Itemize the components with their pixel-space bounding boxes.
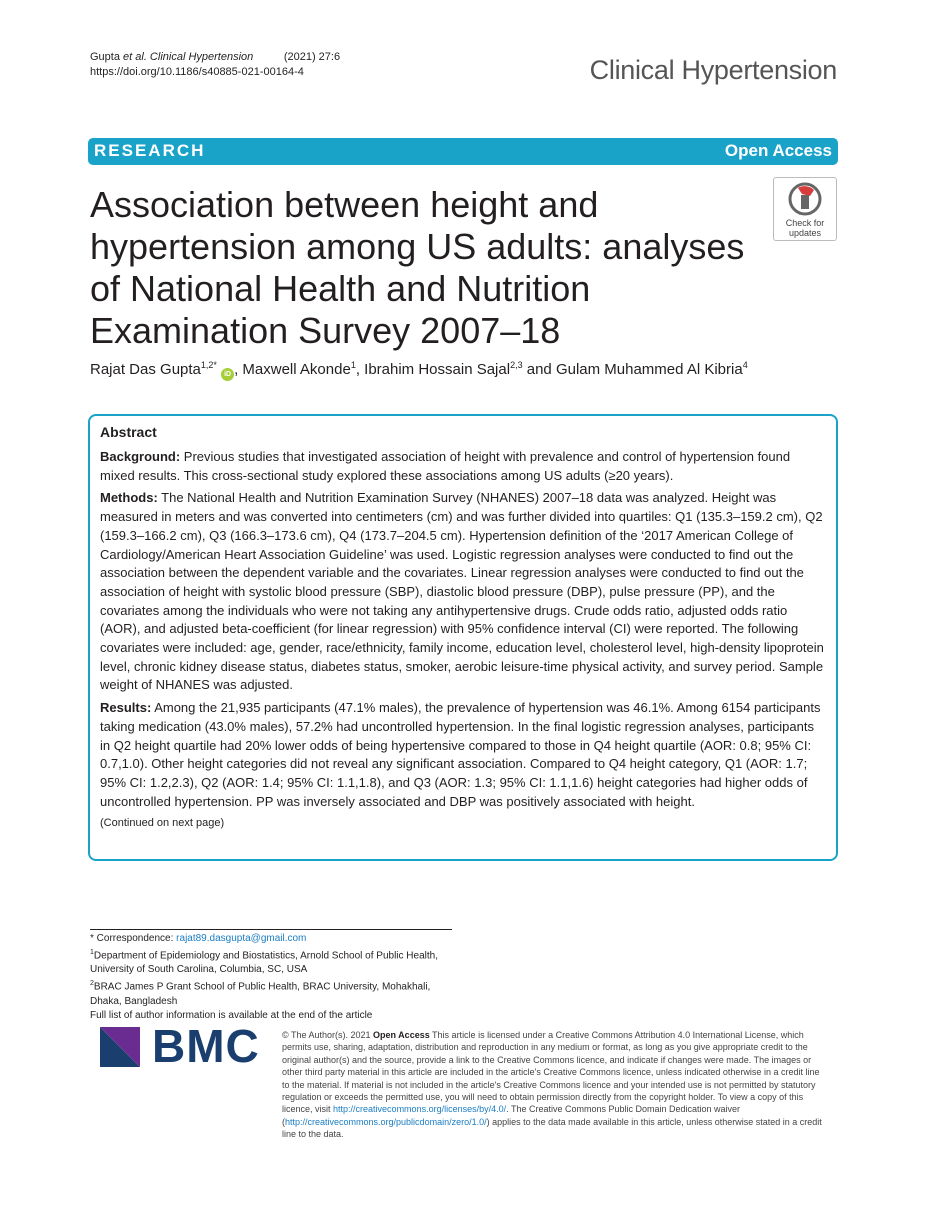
methods-text: The National Health and Nutrition Examination Survey (NHANES) 2007–18 data was analyzed. Height was measured in meters and was converted into centimeters (cm) and was further divided into quartiles: Q1 (135.3–159.2 cm), Q2 (159.3–166.2 cm), Q3 (166.3–173.6 cm), Q4 (173.7–204.5 cm). Hypertension definition of the ‘2017 American College of Cardiology/American Heart Association Guideline’ was used. Logistic regression analyses were conducted to find out the association between the dependent variable and the covariates. Linear regression analyses were conducted to find out the association of height with systolic blood pressure (SBP), diastolic blood pressure (DBP), pulse pressure (PP), and the covariates among the individuals who were not taking any antihypertensive drugs. Crude odds ratio, adjusted odds ratio (AOR), and adjusted beta-coefficient (for linear regression) with 95% confidence interval (CI) were reported. The following covariates were included: age, gender, race/ethnicity, family income, education level, cholesterol level, high-density lipoprotein level, chronic kidney disease status, diabetes status, smoker, aerobic leisure-time physical activity, and survey period. Sample weight of NHANES was adjusted. [100, 490, 824, 693]
footnotes [90, 932, 450, 1023]
bmc-logo-text: BMC [152, 1020, 260, 1072]
methods-label: Methods: [100, 490, 158, 506]
citation-block [90, 50, 340, 80]
orcid-icon[interactable]: iD [221, 368, 234, 381]
affiliation-sup: 1 [350, 360, 356, 370]
author-name: Rajat Das Gupta [90, 361, 201, 378]
author-list [90, 360, 748, 381]
check-for-updates-badge[interactable] [773, 177, 837, 241]
license-open-access: Open Access [373, 1030, 430, 1040]
crossmark-icon [788, 182, 822, 216]
background-text: Previous studies that investigated association of height with prevalence and control of hypertension found mixed results. This cross-sectional study explored these associations among US adults (≥20 years). [100, 449, 791, 483]
results-label: Results: [100, 700, 152, 716]
affiliation-sup: 2 [90, 980, 94, 988]
article-title: Association between height and hypertension among US adults: analyses of National Health and Nutrition Examination Survey 2007–18 [90, 184, 745, 351]
abstract-background [100, 448, 826, 485]
journal-name: Clinical Hypertension [589, 55, 837, 85]
affiliation-sup: 1,2* [200, 360, 217, 370]
license-text: . The Creative Commons Public Domain Dedication waiver ( [282, 1104, 741, 1127]
affiliation-text: BRAC James P Grant School of Public Health, BRAC University, Mohakhali, Dhaka, Bangladesh [90, 981, 431, 1007]
affiliation-sup: 1 [90, 949, 94, 956]
abstract-results [100, 699, 826, 811]
license-statement [282, 1029, 822, 1141]
continued-note: (Continued on next page) [100, 817, 225, 830]
open-access-label: Open Access [724, 141, 832, 160]
cc-zero-link[interactable]: http://creativecommons.org/publicdomain/zero/1.0/ [285, 1116, 487, 1127]
author-name: and Gulam Muhammed Al Kibria [522, 361, 743, 378]
correspondence-label: * Correspondence: [90, 933, 177, 944]
affiliation-sup: 2,3 [510, 360, 523, 370]
doi-link[interactable]: https://doi.org/10.1186/s40885-021-00164-4 [90, 66, 304, 78]
footnote-divider [90, 929, 452, 930]
affiliation-2 [90, 977, 450, 1008]
affiliation-text: Department of Epidemiology and Biostatistics, Arnold School of Public Health, University of South Carolina, Columbia, SC, USA [90, 950, 438, 976]
abstract-heading: Abstract [100, 424, 157, 440]
license-text: This article is licensed under a Creative Commons Attribution 4.0 International License, which permits use, sharing, adaptation, distribution and reproduction in any medium or format, as long as you give appropriate credit to the original author(s) and the source, provide a link to the Creative Commons licence, and indicate if changes were made. The images or other third party material in this article are included in the article's Creative Commons licence, unless indicated otherwise in a credit line to the material. If material is not included in the article's Creative Commons licence and your intended use is not permitted by statutory regulation or exceeds the permitted use, you will need to obtain permission directly from the copyright holder. To view a copy of this licence, visit [282, 1030, 820, 1115]
article-type-label: RESEARCH [94, 141, 206, 160]
citation-line [90, 50, 340, 65]
article-type-bar [88, 138, 838, 165]
results-text: Among the 21,935 participants (47.1% males), the prevalence of hypertension was 46.1%. Among 6154 participants taking medication (43.0% males), 57.2% had uncontrolled hypertension. In the final logistic regression analyses, participants in Q2 height quartile had 20% lower odds of being hypertensive compared to those in Q4 height quartile (AOR: 0.8; 95% CI: 0.7,1.0). Other height categories did not reveal any significant association. Compared to Q4 height category, Q1 (AOR: 1.7; 95% CI: 1.2,2.3), Q2 (AOR: 1.4; 95% CI: 1.1,1.8), and Q3 (AOR: 1.3; 95% CI: 1.1,1.6) height categories had higher odds of uncontrolled hypertension. PP was inversely associated and DBP was positively associated with height. [100, 700, 821, 809]
affiliation-1 [90, 946, 450, 977]
author-name: , Maxwell Akonde [234, 361, 351, 378]
license-text: ) applies to the data made available in this article, unless otherwise stated in a credit line to the data. [282, 1116, 822, 1140]
badge-line2: updates [788, 228, 822, 238]
background-label: Background: [100, 449, 181, 464]
license-copyright: © The Author(s). 2021 [282, 1030, 374, 1040]
citation-author: Gupta [90, 51, 120, 63]
citation-year: (2021) 27:6 [283, 51, 341, 63]
citation-journal: et al. Clinical Hypertension [123, 51, 254, 63]
full-author-info-note: Full list of author information is available at the end of the article [90, 1009, 373, 1021]
badge-line1: Check for [785, 218, 825, 228]
abstract-methods [100, 489, 826, 695]
affiliation-sup: 4 [742, 360, 748, 370]
cc-by-link[interactable]: http://creativecommons.org/licenses/by/4.0/ [333, 1104, 507, 1115]
author-name: , Ibrahim Hossain Sajal [355, 361, 511, 378]
bmc-logo[interactable] [100, 1020, 270, 1072]
bmc-logo-mark-icon [100, 1025, 142, 1067]
correspondence [90, 932, 450, 946]
correspondence-email-link[interactable]: rajat89.dasgupta@gmail.com [176, 933, 307, 944]
badge-text [774, 218, 836, 238]
abstract-box [88, 414, 838, 861]
